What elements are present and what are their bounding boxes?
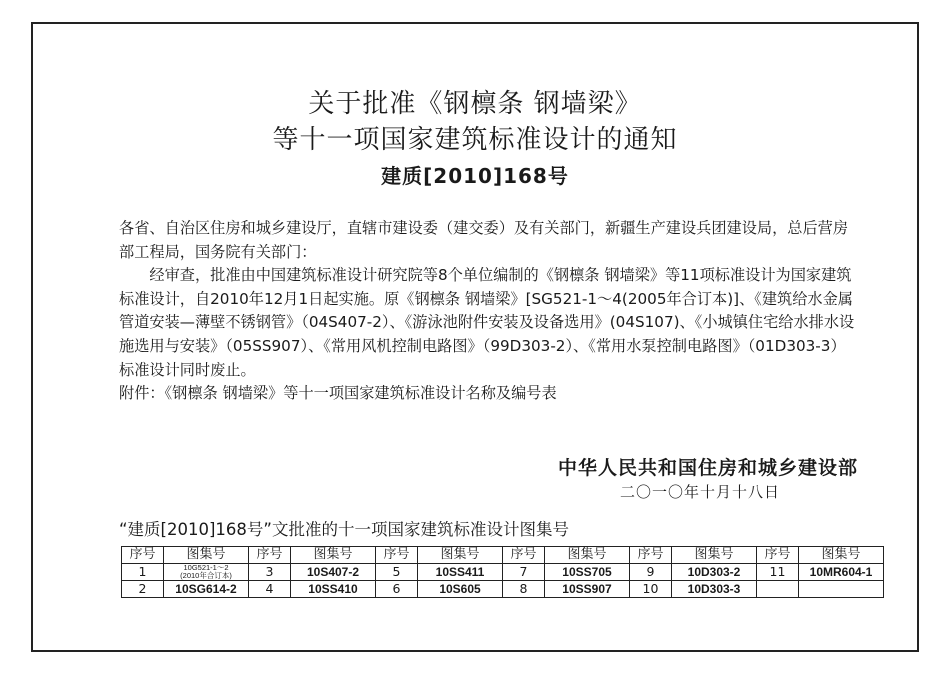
atlas-code-line1: 10G521-1～2: [183, 563, 229, 572]
table-row: [122, 564, 884, 581]
atlas-code: 10S407-2: [291, 564, 376, 581]
approval-paragraph: 经审查，批准由中国建筑标准设计研究院等8个单位编制的《钢檩条 钢墙梁》等11项标准设计为国家建筑标准设计，自2010年12月1日起实施。原《钢檩条 钢墙梁》[SG521-1～4(2005年合订本)]、《建筑给水金属管道安装—薄壁不锈钢管》（04S407-2）、《游泳池附件安装及设备选用》(04S107)、《小城镇住宅给水排水设施选用与安装》（05SS907）、《常用风机控制电路图》（99D303-2）、《常用水泵控制电路图》（01D303-3）标准设计同时废止。: [119, 266, 855, 379]
row-no: 8: [503, 581, 545, 598]
header-code: 图集号: [799, 547, 884, 564]
row-no: 3: [249, 564, 291, 581]
atlas-number-table: [121, 546, 884, 598]
atlas-code: 10SS410: [291, 581, 376, 598]
notice-body: [119, 217, 859, 406]
atlas-code: 10SS411: [418, 564, 503, 581]
header-no: 序号: [376, 547, 418, 564]
header-code: 图集号: [672, 547, 757, 564]
atlas-code: 10D303-2: [672, 564, 757, 581]
issue-date: 二〇一〇年十月十八日: [620, 483, 781, 501]
header-no: 序号: [503, 547, 545, 564]
header-code: 图集号: [164, 547, 249, 564]
table-row: [122, 581, 884, 598]
issuing-authority: 中华人民共和国住房和城乡建设部: [557, 457, 858, 479]
notice-title-line1: 关于批准《钢檩条 钢墙梁》: [308, 89, 642, 119]
row-no: 7: [503, 564, 545, 581]
atlas-code-line2: (2010年合订本): [180, 571, 232, 580]
atlas-code: 10S605: [418, 581, 503, 598]
header-no: 序号: [630, 547, 672, 564]
addressees-paragraph: 各省、自治区住房和城乡建设厅，直辖市建设委（建交委）及有关部门，新疆生产建设兵团建设局，总后营房部工程局，国务院有关部门：: [119, 219, 848, 261]
header-no: 序号: [122, 547, 164, 564]
document-number: 建质[2010]168号: [381, 164, 569, 188]
atlas-code: 10SG614-2: [164, 581, 249, 598]
table-title: “建质[2010]168号”文批准的十一项国家建筑标准设计图集号: [119, 520, 569, 539]
row-no: 9: [630, 564, 672, 581]
atlas-code: [799, 581, 884, 598]
attachment-line: 附件：《钢檩条 钢墙梁》等十一项国家建筑标准设计名称及编号表: [119, 384, 557, 403]
notice-title-line2: 等十一项国家建筑标准设计的通知: [272, 125, 678, 155]
row-no: 11: [757, 564, 799, 581]
row-no: 4: [249, 581, 291, 598]
header-code: 图集号: [418, 547, 503, 564]
header-no: 序号: [249, 547, 291, 564]
row-no: [757, 581, 799, 598]
row-no: 5: [376, 564, 418, 581]
header-code: 图集号: [291, 547, 376, 564]
atlas-code: 10SS705: [545, 564, 630, 581]
table-header-row: [122, 547, 884, 564]
atlas-code: 10SS907: [545, 581, 630, 598]
atlas-code: [164, 564, 249, 581]
row-no: 10: [630, 581, 672, 598]
row-no: 1: [122, 564, 164, 581]
header-no: 序号: [757, 547, 799, 564]
atlas-code: 10D303-3: [672, 581, 757, 598]
header-code: 图集号: [545, 547, 630, 564]
row-no: 6: [376, 581, 418, 598]
row-no: 2: [122, 581, 164, 598]
atlas-code: 10MR604-1: [799, 564, 884, 581]
